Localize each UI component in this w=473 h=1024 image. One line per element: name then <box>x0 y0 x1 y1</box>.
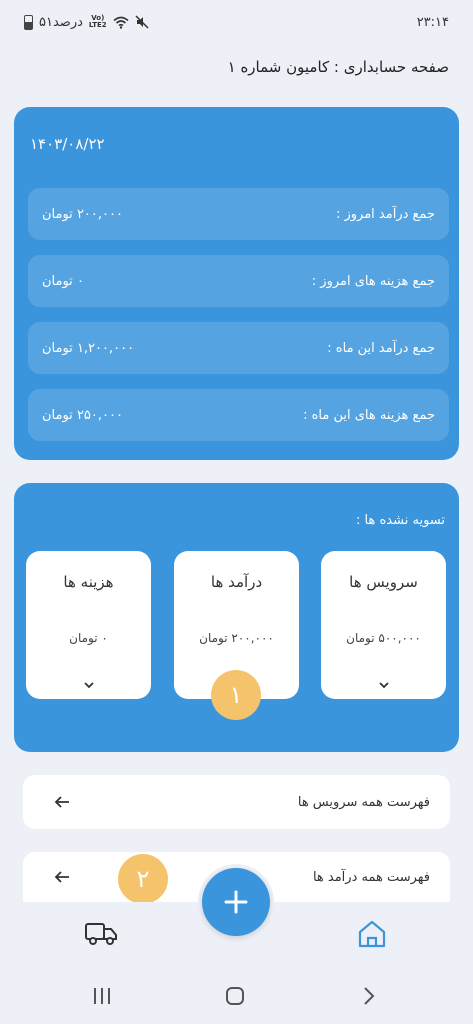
wifi-icon <box>113 16 129 29</box>
system-navigation-bar <box>0 968 473 1024</box>
row-amount: ۰ تومان <box>42 273 84 289</box>
card-title: درآمد ها <box>210 573 263 591</box>
mute-icon <box>135 15 149 29</box>
network-badge-top: Vo) <box>91 14 105 22</box>
card-amount: ۵۰۰,۰۰۰ تومان <box>346 631 421 645</box>
status-time: ۲۳:۱۴ <box>416 14 449 30</box>
row-amount: ۱,۲۰۰,۰۰۰ تومان <box>42 340 135 356</box>
battery-icon <box>24 15 33 30</box>
row-label: جمع درآمد امروز : <box>335 206 435 222</box>
row-label: جمع درآمد این ماه : <box>327 340 435 356</box>
plus-icon <box>223 889 249 915</box>
add-fab-button[interactable] <box>198 864 274 940</box>
row-label: جمع هزینه های این ماه : <box>303 407 435 423</box>
chevron-down-icon[interactable] <box>376 679 392 691</box>
card-amount: ۲۰۰,۰۰۰ تومان <box>199 631 274 645</box>
month-income-row <box>28 322 449 374</box>
battery-text: ۵۱درصد <box>39 14 83 30</box>
recent-apps-icon[interactable] <box>91 986 113 1006</box>
list-item-label: فهرست همه سرویس ها <box>297 794 430 810</box>
home-button-icon[interactable] <box>224 986 246 1006</box>
list-item-label: فهرست همه درآمد ها <box>312 869 430 885</box>
row-amount: ۲۵۰,۰۰۰ تومان <box>42 407 123 423</box>
today-income-row <box>28 188 449 240</box>
step-badge-one: ۱ <box>211 670 261 720</box>
fab-inner[interactable] <box>202 868 270 936</box>
month-expense-row <box>28 389 449 441</box>
unsettled-expenses-card[interactable] <box>26 551 151 699</box>
row-label: جمع هزینه های امروز : <box>311 273 435 289</box>
status-bar <box>0 0 473 44</box>
status-left <box>24 15 149 30</box>
today-expense-row <box>28 255 449 307</box>
arrow-left-icon <box>53 870 71 884</box>
unsettled-title: تسویه نشده ها : <box>356 513 445 528</box>
home-icon[interactable] <box>356 918 388 950</box>
step-badge-two: ۲ <box>118 854 168 904</box>
daily-summary-card <box>14 107 459 460</box>
card-title: سرویس ها <box>349 573 418 591</box>
all-services-list-item[interactable] <box>23 775 450 829</box>
unsettled-services-card[interactable] <box>321 551 446 699</box>
summary-date: ۱۴۰۳/۰۸/۲۲ <box>30 135 105 153</box>
back-icon[interactable] <box>358 986 380 1006</box>
truck-icon[interactable] <box>84 918 118 948</box>
card-title: هزینه ها <box>63 573 114 591</box>
page-title: صفحه حسابداری : کامیون شماره ۱ <box>227 58 449 76</box>
card-amount: ۰ تومان <box>69 631 108 645</box>
arrow-left-icon <box>53 795 71 809</box>
row-amount: ۲۰۰,۰۰۰ تومان <box>42 206 123 222</box>
network-badge <box>89 15 107 29</box>
network-badge-bottom: LTE2 <box>88 21 107 29</box>
chevron-down-icon[interactable] <box>81 679 97 691</box>
